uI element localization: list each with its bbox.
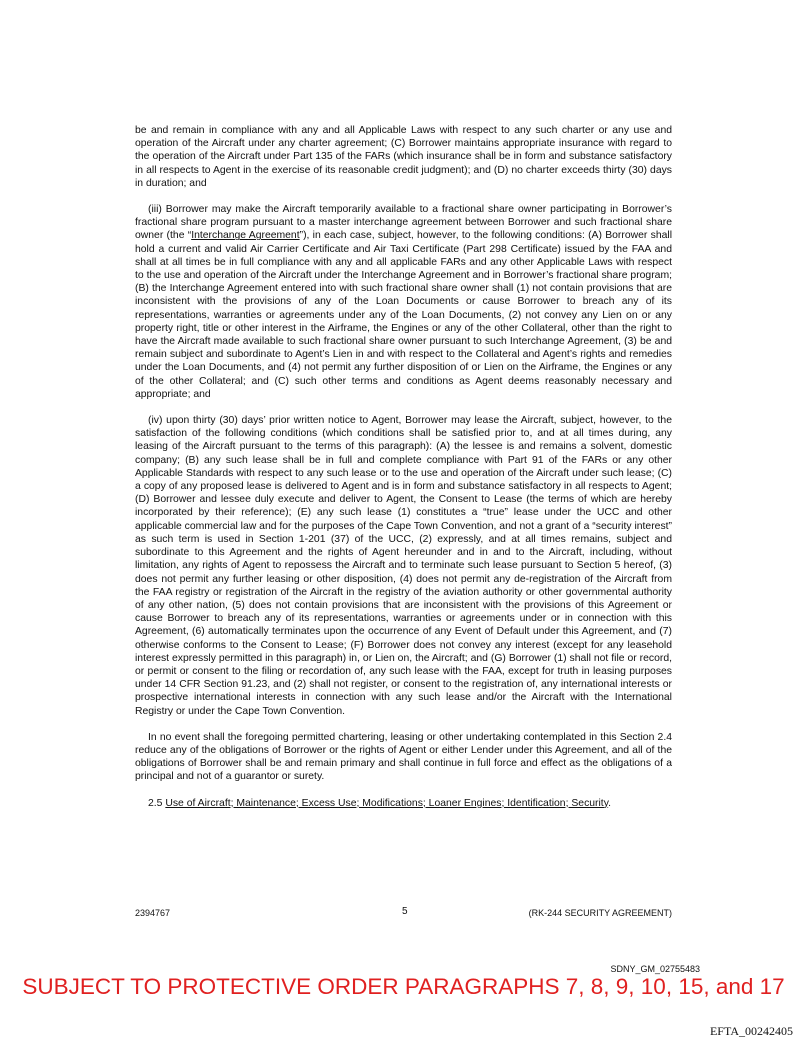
footer-page-number: 5 xyxy=(402,906,408,917)
paragraph-text: In no event shall the foregoing permitted chartering, leasing or other undertaking contemplated in this Section 2.4 reduce any of the obligations of Borrower or the rights of Agent or either Lender under this Agreement, and all of the obligations of Borrower shall be and remain primary and shall continue in full force and effect as the obligations of a principal and not of a guarantor or surety. xyxy=(135,731,672,783)
document-body xyxy=(135,124,672,823)
paragraph-text: ”), in each case, subject, however, to the following conditions: (A) Borrower shall hold a current and valid Air Carrier Certificate and Air Taxi Certificate (Part 298 Certificate) issued by the FAA and shall at all times be in full compliance with any and all applicable FARs and any other Applicable Laws with respect to the use and operation of the Aircraft under the Interchange Agreement and in Borrower’s fractional share program; (B) the Interchange Agreement entered into with such fractional share owner shall (1) not contain provisions that are inconsistent with the provisions of any of the Loan Documents or cause Borrower to breach any of its representations, warranties or agreements under any of the Loan Documents, (2) not convey any Lien on or any property right, title or other interest in the Airframe, the Engines or any of the other Collateral, other than the right to have the Aircraft made available to such fractional share owner pursuant to such Interchange Agreement, (3) be and remain subject and subordinate to Agent’s Lien in and with respect to the Collateral and Agent’s rights and remedies under the Loan Documents, and (4) not permit any further disposition of or Lien on the Airframe, the Engines or any of the other Collateral; and (C) such other terms and conditions as Agent deems reasonably necessary and appropriate; and xyxy=(135,230,672,400)
paragraph xyxy=(135,124,672,190)
efta-number: EFTA_00242405 xyxy=(709,1024,793,1038)
paragraph-text: be and remain in compliance with any and all Applicable Laws with respect to any such charter or any use and operation of the Aircraft under any charter agreement; (C) Borrower maintains appropriate insurance with regard to the operation of the Aircraft under Part 135 of the FARs (which insurance shall be in form and substance satisfactory in all respects to Agent in the exercise of its reasonable credit judgment); and (D) no charter exceeds thirty (30) days in duration; and xyxy=(135,125,672,189)
underlined-term: Interchange Agreement xyxy=(191,230,300,242)
paragraph xyxy=(135,203,672,401)
bates-number: SDNY_GM_02755483 xyxy=(610,964,700,974)
underlined-term: Use of Aircraft; Maintenance; Excess Use; Modifications; Loaner Engines; Identification; Security xyxy=(165,797,609,809)
footer-doc-number: 2394767 xyxy=(135,908,171,918)
paragraph-text: (iii) Borrower may make the Aircraft temporarily available to a fractional share owner participating in Borrower’s fractional share program pursuant to a master interchange agreement between Borrower and such fractional share owner (the “ xyxy=(135,204,672,242)
footer-doc-title: (RK-244 SECURITY AGREEMENT) xyxy=(528,908,672,918)
paragraph-text: 2.5 xyxy=(148,797,166,809)
paragraph xyxy=(135,731,672,784)
paragraph-text: (iv) upon thirty (30) days’ prior written notice to Agent, Borrower may lease the Aircraft, subject, however, to the satisfaction of the following conditions (which conditions shall be satisfied prior to, and at all times during, any leasing of the Aircraft pursuant to the terms of this paragraph): (A) the lessee is and remains a solvent, domestic company; (B) any such lease shall be in full and complete compliance with Part 91 of the FARs or any other Applicable Standards with respect to any such lease or to the use and operation of the Aircraft under such lease; (C) a copy of any proposed lease is delivered to Agent and is in form and substance satisfactory in all respects to Agent; (D) Borrower and lessee duly execute and deliver to Agent, the Consent to Lease (the terms of which are hereby incorporated by their reference); (E) any such lease (1) constitutes a “true” lease under the UCC and other applicable commercial law and for the purposes of the Cape Town Convention, and not a grant of a “security interest” as such term is used in Section 1-201 (37) of the UCC, (2) expressly, and at all times remains, subject and subordinate to this Agreement and the rights of Agent hereunder and in and to the Aircraft, including, without limitation, any rights of Agent to repossess the Aircraft and to terminate such lease pursuant to Section 5 hereof, (3) does not permit any further leasing or other disposition, (4) does not permit any de-registration of the Aircraft from the FAA registry or registration of the Aircraft in the registry of the aviation authority or other governmental authority of any other nation, (5) does not contain provisions that are inconsistent with the provisions of this Agreement or cause Borrower to breach any of its representations, warranties or agreements under or in connection with this Agreement, (6) automatically terminates upon the occurrence of any Event of Default under this Agreement, and (7) otherwise conforms to the Consent to Lease; (F) Borrower does not convey any interest (except for any leasehold interest expressly permitted in this paragraph) in, or Lien on, the Aircraft; and (G) Borrower (1) shall not file or record, or permit or consent to the filing or recordation of, any such lease with the FAA, except for truth in leasing purposes under 14 CFR Section 91.23, and (2) shall not register, or consent to the registration of, any international interests or prospective international interests in connection with any such lease and/or the Aircraft with the International Registry or under the Cape Town Convention. xyxy=(135,415,672,717)
paragraph-text: . xyxy=(608,797,612,809)
paragraph xyxy=(135,797,672,810)
paragraph xyxy=(135,414,672,718)
protective-order-stamp: SUBJECT TO PROTECTIVE ORDER PARAGRAPHS 7, 8, 9, 10, 15, and 17 xyxy=(22,974,785,999)
